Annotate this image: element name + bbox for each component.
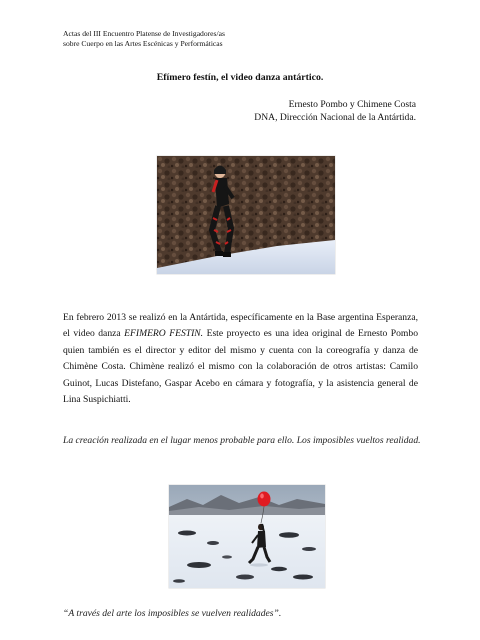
closing-quote: “A través del arte los imposibles se vuelven realidades”. [63,608,282,619]
author-names: Ernesto Pombo y Chimene Costa [288,99,416,110]
dancer-on-rocks-image [157,156,335,274]
running-header-line-1: Actas del III Encuentro Platense de Investigadores/as [63,29,225,38]
dancer-on-rocks-photo [157,156,335,274]
body-paragraph [63,310,418,408]
body-text-part-1: En febrero 2013 se realizó en la Antártida, específicamente en la Base argentina Esperanza, el video danza [63,312,418,340]
author-affiliation: DNA, Dirección Nacional de la Antártida. [254,112,416,123]
film-title-italic: EFIMERO FESTIN. [124,328,204,340]
running-header-line-2: sobre Cuerpo en las Artes Escénicas y Performáticas [63,38,223,48]
running-header [63,29,363,48]
italic-quote: La creación realizada en el lugar menos probable para ello. Los imposibles vueltos realidad. [63,435,421,446]
author-block [254,98,416,124]
article-title: Efímero festín, el video danza antártico. [156,72,324,83]
dancer-with-balloon-photo [169,485,325,588]
dancer-with-balloon-image [169,485,325,588]
body-text-part-2: Este proyecto es una idea original de Ernesto Pombo quien también es el director y editor del mismo y cuenta con la coreografía y danza de Chimène Costa. Chimène realizó el mismo con la colaboración de otros artistas: Camilo Guinot, Lucas Distefano, Gaspar Acebo en cámara y fotografía, y la asistencia general de Lina Suspichiatti. [63,328,418,406]
